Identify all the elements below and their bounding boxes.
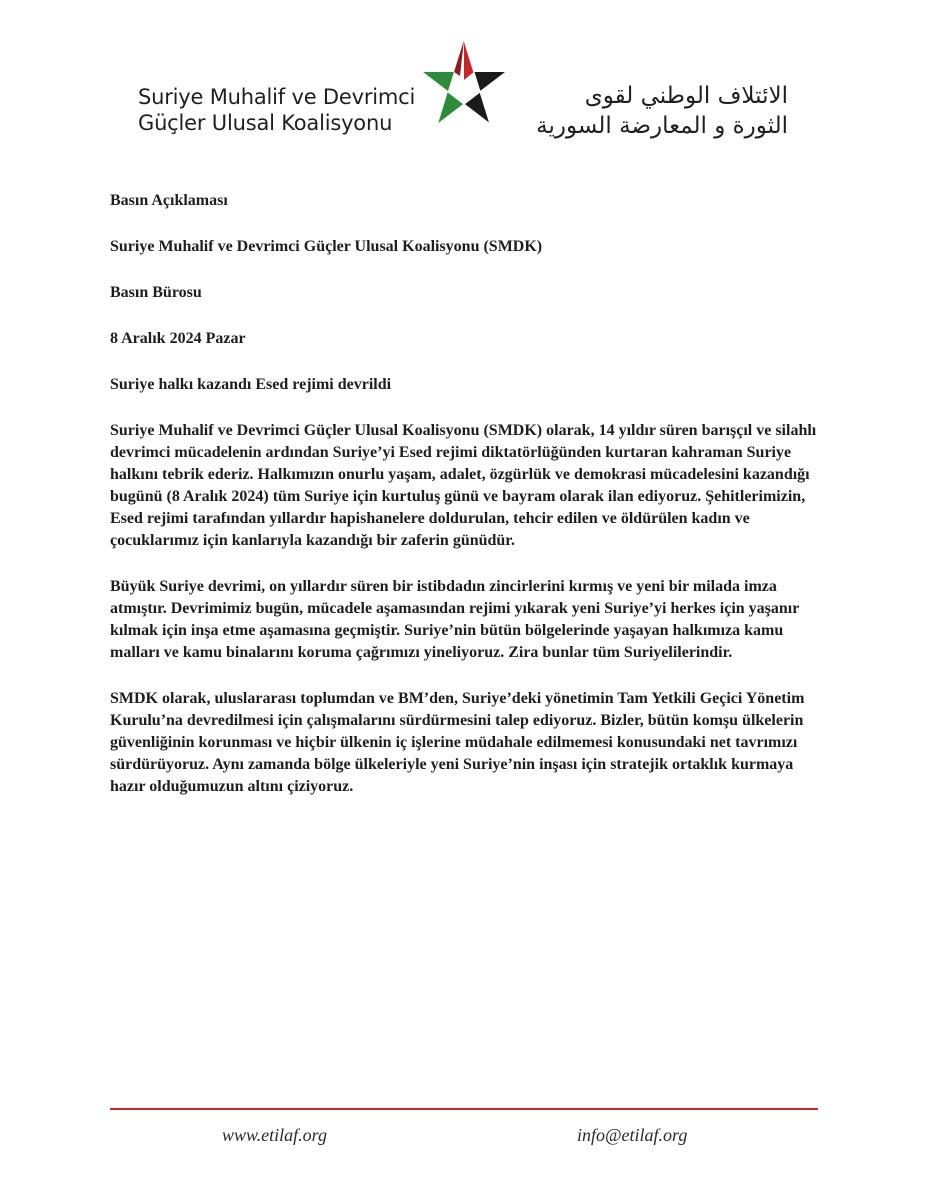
paragraph-2: Büyük Suriye devrimi, on yıllardır süren bir istibdadın zincirlerini kırmış ve yeni bir milada imza atmıştır. Devrimimiz bugün, mücadele aşamasından rejimi yıkarak yeni Suriye’yi herkes için yaşanır kılmak için inşa etme aşamasına geçmiştir. Suriye’nin bütün bölgelerinde yaşayan halkımıza kamu malları ve kamu binalarını koruma çağrımızı yineliyoruz. Zira bunlar tüm Suriyelilerindir. — [110, 578, 800, 661]
paragraph-3: SMDK olarak, uluslararası toplumdan ve BM’den, Suriye’deki yönetimin Tam Yetkili Geçici Yönetim Kurulu’na devredilmesi için çalışmalarını sürdürmesini talep ediyoruz. Bizler, bütün komşu ülkelerin güvenliğinin korunması ve hiçbir ülkenin iç işlerine müdahale edilmemesi konusundaki net tavrımızı sürdürüyoruz. Aynı zamanda bölge ülkeleriyle yeni Suriye’nin inşası için stratejik ortaklık kurmaya hazır olduğumuzun altını çiziyoruz. — [110, 690, 805, 795]
email-link[interactable]: info@etilaf.org — [577, 1125, 688, 1145]
office-line: Basın Bürosu — [110, 284, 202, 301]
organization-name-line-1: Suriye Muhalif ve Devrimci — [138, 85, 416, 109]
organization-name-arabic — [526, 81, 788, 141]
arabic-name-line-2: الثورة و المعارضة السورية — [536, 113, 788, 139]
website-link[interactable]: www.etilaf.org — [222, 1125, 328, 1145]
date-line: 8 Aralık 2024 Pazar — [110, 330, 246, 347]
organization-name-turkish — [138, 84, 415, 136]
organization-line: Suriye Muhalif ve Devrimci Güçler Ulusal Koalisyonu (SMDK) — [110, 238, 543, 255]
arabic-name-line-1: الائتلاف الوطني لقوى — [584, 83, 788, 109]
letterhead — [0, 0, 927, 150]
document-label: Basın Açıklaması — [110, 192, 228, 209]
footer-divider — [110, 1108, 818, 1110]
paragraph-1: Suriye Muhalif ve Devrimci Güçler Ulusal Koalisyonu (SMDK) olarak, 14 yıldır süren barışçıl ve silahlı devrimci mücadelenin ardından Suriye’yi Esed rejimi diktatörlüğünden kurtaran kahraman Suriye halkını tebrik ederiz. Halkımızın onurlu yaşam, adalet, özgürlük ve demokrasi mücadelesini kazandığı bugünü (8 Aralık 2024) tüm Suriye için kurtuluş günü ve bayram olarak ilan ediyoruz. Şehitlerimizin, Esed rejimi tarafından yıllardır hapishanelere doldurulan, tehcir edilen ve öldürülen kadın ve çocuklarımız için kanlarıyla kazandığı bir zaferin günüdür. — [110, 422, 817, 549]
press-release-body — [110, 190, 822, 822]
coalition-star-logo-icon — [412, 36, 516, 136]
headline: Suriye halkı kazandı Esed rejimi devrildi — [110, 376, 392, 393]
organization-name-line-2: Güçler Ulusal Koalisyonu — [138, 111, 393, 135]
